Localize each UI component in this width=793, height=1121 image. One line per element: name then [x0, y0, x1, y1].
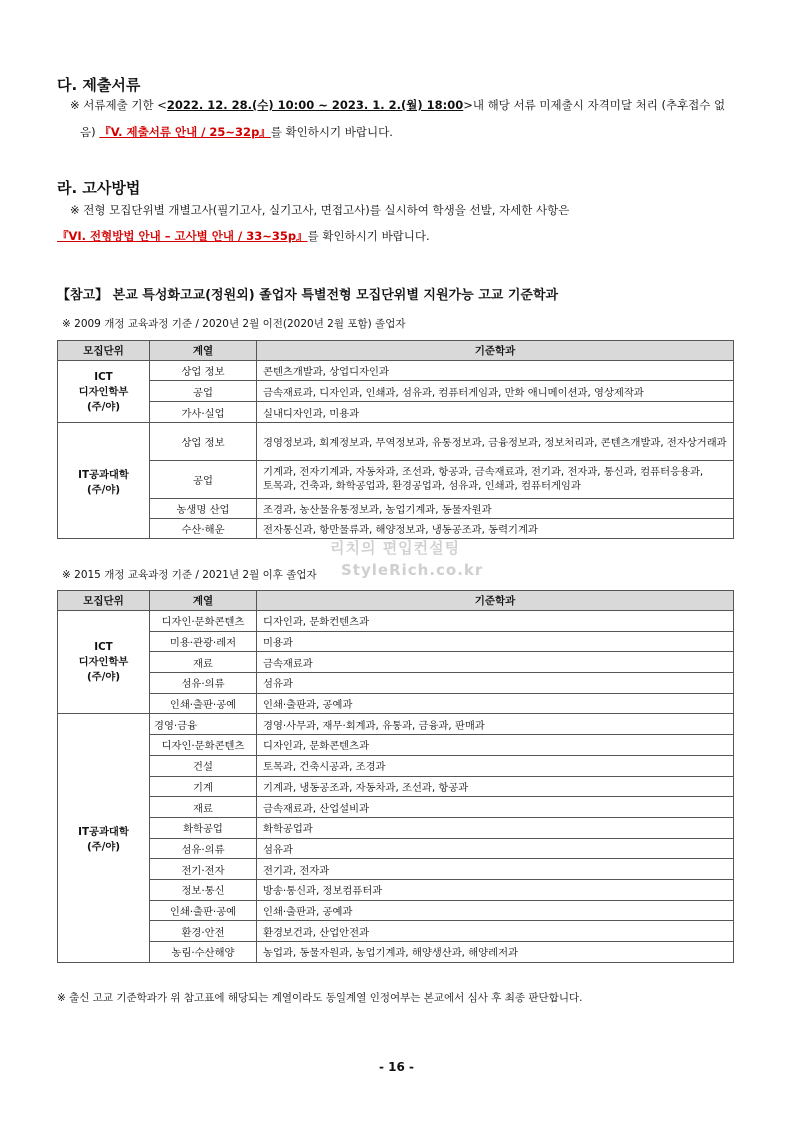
- departments-cell: 인쇄·출판과, 공예과: [257, 900, 734, 921]
- category-cell: 기계: [150, 776, 257, 797]
- category-cell: 경영·금융: [150, 714, 257, 735]
- section-ra-line1: ※ 전형 모집단위별 개별고사(필기고사, 실기고사, 면접고사)를 실시하여 학생을 선발, 자세한 사항은: [70, 203, 570, 217]
- departments-cell: 전자통신과, 항만물류과, 해양정보과, 냉동공조과, 동력기계과: [257, 519, 734, 539]
- submission-deadline: 2022. 12. 28.(수) 10:00 ~ 2023. 1. 2.(월) 18:00: [166, 98, 464, 112]
- departments-cell: 기계과, 전자기계과, 자동차과, 조선과, 항공과, 금속재료과, 전기과, 전자과, 통신과, 컴퓨터응용과, 토목과, 건축과, 화학공업과, 환경공업과, 섬유과, 인쇄과, 컴퓨터게임과: [257, 461, 734, 499]
- departments-cell: 토목과, 건축시공과, 조경과: [257, 755, 734, 776]
- header-category: 계열: [150, 591, 257, 611]
- table-row: [58, 402, 734, 423]
- table-row: [58, 776, 734, 797]
- footnote: ※ 출신 고교 기준학과가 위 참고표에 해당되는 계열이라도 동일계열 인정여부는 본교에서 심사 후 최종 판단합니다.: [57, 992, 583, 1004]
- table-row: [58, 673, 734, 694]
- category-cell: 디자인·문화콘텐츠: [150, 735, 257, 756]
- watermark-url: StyleRich.co.kr: [341, 561, 484, 579]
- section-da-title: 다. 제출서류: [57, 76, 141, 94]
- category-cell: 섬유·의류: [150, 838, 257, 859]
- table-row: [58, 631, 734, 652]
- watermark-text: 리치의 편입컨설팅: [330, 539, 461, 557]
- unit-it-engineering: IT공과대학 (주/야): [58, 714, 150, 962]
- category-cell: 인쇄·출판·공예: [150, 900, 257, 921]
- departments-cell: 농업과, 동물자원과, 농업기계과, 해양생산과, 해양레저과: [257, 942, 734, 963]
- departments-cell: 방송·통신과, 정보컴퓨터과: [257, 879, 734, 900]
- table-row: [58, 838, 734, 859]
- table-header-row: [58, 341, 734, 361]
- header-unit: 모집단위: [58, 341, 150, 361]
- departments-cell: 금속재료과, 디자인과, 인쇄과, 섬유과, 컴퓨터게임과, 만화 애니메이션과, 영상제작과: [257, 381, 734, 402]
- departments-cell: 섬유과: [257, 838, 734, 859]
- table-row: [58, 693, 734, 714]
- header-category: 계열: [150, 341, 257, 361]
- departments-cell: 조경과, 농산물유통정보과, 농업기계과, 동물자원과: [257, 499, 734, 519]
- table-row: [58, 735, 734, 756]
- category-cell: 건설: [150, 755, 257, 776]
- unit-it-engineering: IT공과대학 (주/야): [58, 423, 150, 539]
- table-row: [58, 499, 734, 519]
- departments-cell: 실내디자인과, 미용과: [257, 402, 734, 423]
- category-cell: 공업: [150, 381, 257, 402]
- table-row: [58, 361, 734, 381]
- departments-cell: 환경보건과, 산업안전과: [257, 921, 734, 942]
- table2009-caption: ※ 2009 개정 교육과정 기준 / 2020년 2월 이전(2020년 2월 포함) 졸업자: [62, 318, 406, 330]
- departments-cell: 미용과: [257, 631, 734, 652]
- table-row: [58, 423, 734, 461]
- departments-cell: 경영·사무과, 재무·회계과, 유통과, 금융과, 판매과: [257, 714, 734, 735]
- departments-cell: 금속재료과: [257, 652, 734, 673]
- unit-ict-design: ICT 디자인학부 (주/야): [58, 611, 150, 714]
- category-cell: 정보·통신: [150, 879, 257, 900]
- departments-cell: 디자인과, 문화컨텐츠과: [257, 611, 734, 632]
- table-row: [58, 714, 734, 735]
- table-row: [58, 755, 734, 776]
- section-vi-link[interactable]: 『VI. 전형방법 안내 – 고사별 안내 / 33~35p』: [57, 229, 308, 243]
- category-cell: 디자인·문화콘텐츠: [150, 611, 257, 632]
- table-row: [58, 859, 734, 880]
- departments-cell: 기계과, 냉동공조과, 자동차과, 조선과, 항공과: [257, 776, 734, 797]
- table-row: [58, 611, 734, 632]
- table-header-row: [58, 591, 734, 611]
- category-cell: 재료: [150, 652, 257, 673]
- table-row: [58, 942, 734, 963]
- table-row: [58, 652, 734, 673]
- reference-title: 【참고】 본교 특성화고교(정원외) 졸업자 특별전형 모집단위별 지원가능 고교 기준학과: [57, 288, 559, 303]
- category-cell: 환경·안전: [150, 921, 257, 942]
- category-cell: 가사·실업: [150, 402, 257, 423]
- category-cell: 공업: [150, 461, 257, 499]
- table-row: [58, 900, 734, 921]
- departments-cell: 화학공업과: [257, 817, 734, 838]
- category-cell: 재료: [150, 797, 257, 818]
- section-da-line1: ※ 서류제출 기한 <2022. 12. 28.(수) 10:00 ~ 2023. 1. 2.(월) 18:00>내 해당 서류 미제출시 자격미달 처리 (추후접수 없: [70, 98, 726, 112]
- table-2015: [57, 590, 734, 963]
- category-cell: 상업 정보: [150, 423, 257, 461]
- category-cell: 농림·수산해양: [150, 942, 257, 963]
- section-v-link[interactable]: 『V. 제출서류 안내 / 25~32p』: [99, 125, 271, 139]
- table-row: [58, 461, 734, 499]
- category-cell: 상업 정보: [150, 361, 257, 381]
- unit-ict-design: ICT 디자인학부 (주/야): [58, 361, 150, 423]
- table-2009: [57, 340, 734, 539]
- table-row: [58, 797, 734, 818]
- table-row: [58, 519, 734, 539]
- departments-cell: 인쇄·출판과, 공예과: [257, 693, 734, 714]
- header-departments: 기준학과: [257, 341, 734, 361]
- departments-cell: 금속재료과, 산업설비과: [257, 797, 734, 818]
- category-cell: 농생명 산업: [150, 499, 257, 519]
- category-cell: 인쇄·출판·공예: [150, 693, 257, 714]
- category-cell: 전기·전자: [150, 859, 257, 880]
- category-cell: 섬유·의류: [150, 673, 257, 694]
- table-row: [58, 817, 734, 838]
- header-unit: 모집단위: [58, 591, 150, 611]
- header-departments: 기준학과: [257, 591, 734, 611]
- page-number: - 16 -: [378, 1060, 414, 1074]
- departments-cell: 경영정보과, 회계정보과, 무역정보과, 유통정보과, 금융정보과, 정보처리과, 콘텐츠개발과, 전자상거래과: [257, 423, 734, 461]
- departments-cell: 디자인과, 문화콘텐츠과: [257, 735, 734, 756]
- section-ra-line2: 『VI. 전형방법 안내 – 고사별 안내 / 33~35p』를 확인하시기 바랍니다.: [57, 229, 430, 243]
- departments-cell: 콘텐츠개발과, 상업디자인과: [257, 361, 734, 381]
- section-ra-title: 라. 고사방법: [57, 179, 141, 197]
- category-cell: 수산·해운: [150, 519, 257, 539]
- departments-cell: 전기과, 전자과: [257, 859, 734, 880]
- departments-cell: 섬유과: [257, 673, 734, 694]
- table-row: [58, 879, 734, 900]
- category-cell: 화학공업: [150, 817, 257, 838]
- table-row: [58, 921, 734, 942]
- table-row: [58, 381, 734, 402]
- section-da-line2: 음) 『V. 제출서류 안내 / 25~32p』를 확인하시기 바랍니다.: [80, 125, 393, 139]
- table2015-caption: ※ 2015 개정 교육과정 기준 / 2021년 2월 이후 졸업자: [62, 569, 317, 581]
- category-cell: 미용·관광·레저: [150, 631, 257, 652]
